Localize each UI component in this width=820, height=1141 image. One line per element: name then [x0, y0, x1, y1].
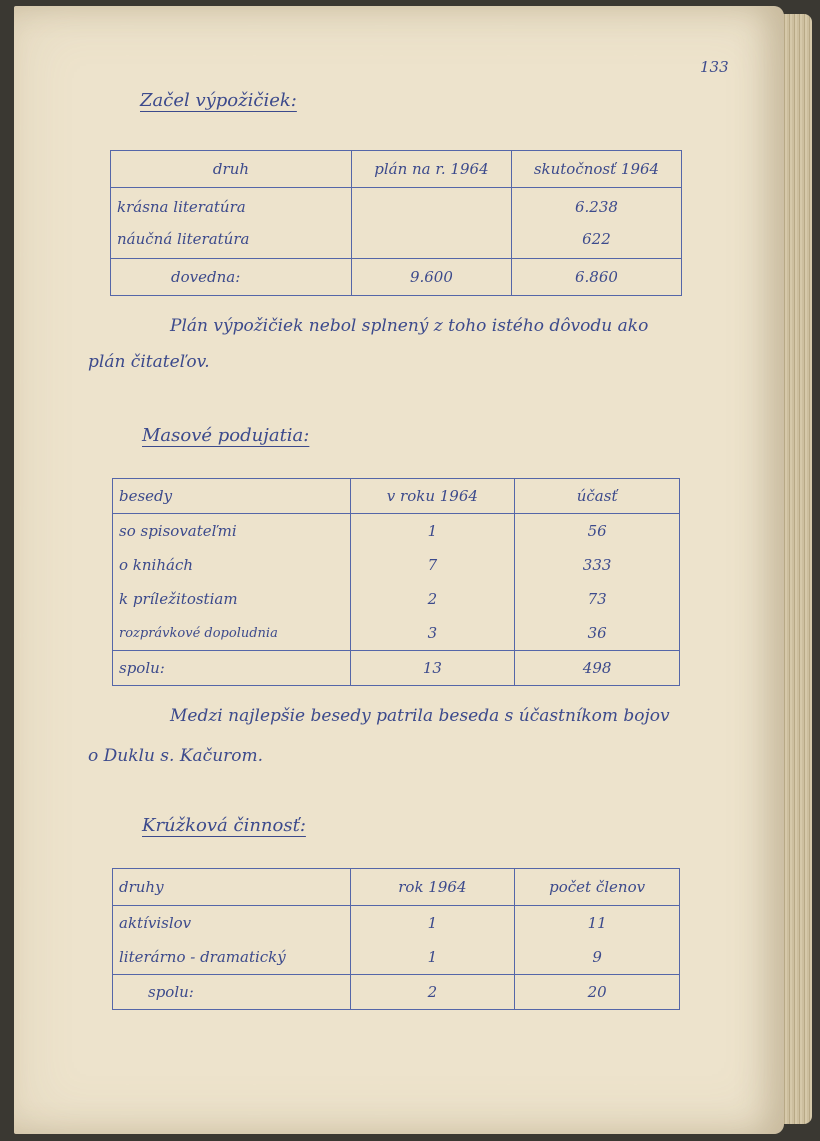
table-row [113, 940, 680, 975]
header-cell: besedy [113, 479, 351, 514]
row-value: 622 [582, 230, 611, 248]
header-cell: druhy [113, 869, 351, 906]
category-cell [111, 188, 352, 259]
page-number: 133 [700, 58, 729, 76]
row-value: 9 [515, 940, 680, 975]
row-value: 1 [350, 514, 515, 549]
table-row [113, 548, 680, 582]
clubs-table [112, 868, 680, 1010]
table-row [113, 514, 680, 549]
header-cell: v roku 1964 [350, 479, 515, 514]
table-header-row [113, 869, 680, 906]
table-total-row [113, 651, 680, 686]
row-label: náučná literatúra [117, 230, 250, 248]
table-header-row [113, 479, 680, 514]
row-label: o knihách [113, 548, 351, 582]
table-total-row [111, 259, 682, 296]
row-label: rozprávkové dopoludnia [113, 616, 351, 651]
header-cell: druh [111, 151, 352, 188]
total-label: spolu: [113, 651, 351, 686]
row-value: 1 [350, 940, 515, 975]
row-label: so spisovateľmi [113, 514, 351, 549]
section-heading-events: Masové podujatia: [142, 425, 310, 446]
header-cell: plán na r. 1964 [351, 151, 511, 188]
row-label: literárno - dramatický [113, 940, 351, 975]
page-edge [782, 14, 812, 1124]
total-value: 498 [515, 651, 680, 686]
header-cell: skutočnosť 1964 [511, 151, 681, 188]
row-label: krásna literatúra [117, 198, 246, 216]
row-value: 6.238 [574, 198, 618, 216]
table-row [113, 582, 680, 616]
table-row [111, 188, 682, 259]
note-text: o Duklu s. Kačurom. [88, 746, 264, 766]
actual-cell [511, 188, 681, 259]
header-cell: rok 1964 [350, 869, 515, 906]
header-cell: účasť [515, 479, 680, 514]
table-row [113, 906, 680, 941]
total-value: 9.600 [351, 259, 511, 296]
loans-table [110, 150, 682, 296]
events-table [112, 478, 680, 686]
total-value: 2 [350, 975, 515, 1010]
total-value: 20 [515, 975, 680, 1010]
table-total-row [113, 975, 680, 1010]
row-value: 36 [515, 616, 680, 651]
total-value: 13 [350, 651, 515, 686]
row-value: 11 [515, 906, 680, 941]
note-text: Medzi najlepšie besedy patrila beseda s účastníkom bojov [170, 706, 670, 726]
table-header-row [111, 151, 682, 188]
header-cell: počet členov [515, 869, 680, 906]
total-label: spolu: [113, 975, 351, 1010]
row-label: aktívislov [113, 906, 351, 941]
note-text: Plán výpožičiek nebol splnený z toho istého dôvodu ako [170, 316, 649, 336]
row-label: k príležitostiam [113, 582, 351, 616]
row-value: 1 [350, 906, 515, 941]
table-row [113, 616, 680, 651]
row-value: 2 [350, 582, 515, 616]
row-value [358, 223, 505, 255]
section-heading-loans: Začel výpožičiek: [140, 90, 297, 111]
row-value: 333 [515, 548, 680, 582]
row-value [358, 191, 505, 223]
row-value: 3 [350, 616, 515, 651]
total-label: dovedna: [111, 259, 352, 296]
plan-cell [351, 188, 511, 259]
note-text: plán čitateľov. [88, 352, 210, 372]
row-value: 56 [515, 514, 680, 549]
section-heading-clubs: Krúžková činnosť: [142, 815, 306, 836]
row-value: 73 [515, 582, 680, 616]
row-value: 7 [350, 548, 515, 582]
total-value: 6.860 [511, 259, 681, 296]
